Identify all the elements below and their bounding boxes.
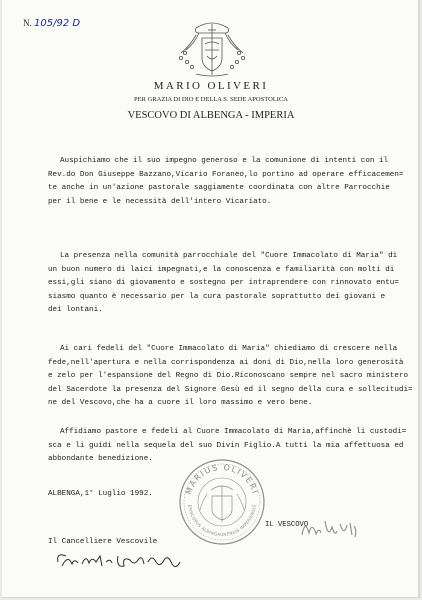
paragraph-line: Affidiamo pastore e fedeli al Cuore Immacolato di Maria,affinchè li custodi=: [60, 428, 407, 436]
paragraph-line: te anche in un'azione pastorale saggiamente coordinata con altre Parrocchie: [48, 184, 390, 193]
paragraph-line: ne del Vescovo,che ha a cuore il loro massimo e vero bene.: [48, 399, 313, 408]
paragraph-line: essi,gli siano di giovamento e sostegno per intraprendere con rinnovato entu=: [48, 279, 399, 288]
seal-top-text: MARIUS OLIVERI: [183, 462, 261, 496]
diocese-title: VESCOVO DI ALBENGA - IMPERIA: [127, 110, 295, 121]
bishop-signature: [299, 515, 359, 545]
paragraph-line: e zelo per l'espansione del Regno di Dio.Riconoscano sempre nel sacro ministero: [48, 372, 409, 381]
paragraph-1: [48, 155, 403, 209]
protocol-number: [23, 18, 80, 29]
paragraph-line: dei lontani.: [48, 306, 103, 315]
paragraph-line: Ai cari fedeli del "Cuore Immacolato di Maria" chiediamo di crescere nella: [60, 345, 398, 353]
paragraph-line: abbondante benedizione.: [48, 455, 153, 464]
episcopal-seal-stamp: [178, 458, 266, 546]
place-and-date: ALBENGA,1° Luglio 1992.: [48, 490, 153, 498]
paragraph-line: La presenza nella comunità parrocchiale del "Cuore Immacolato di Maria" di: [60, 252, 398, 260]
protocol-value: 105/92 D: [34, 18, 81, 29]
episcopal-coat-of-arms: [172, 20, 252, 78]
protocol-label: N.: [23, 18, 32, 28]
paragraph-line: Auspichiamo che il suo impegno generoso e la comunione di intenti con il: [60, 157, 389, 165]
paragraph-line: per il bene e le necessità dell'intero Vicariato.: [48, 197, 272, 206]
paragraph-line: del Sacerdote la presenza del Signore Gesù ed il segno della cura e sollecitudi=: [48, 385, 413, 394]
chancellor-signature: [54, 548, 184, 574]
letter-page: [2, 0, 420, 598]
bishop-title: IL VESCOVO: [265, 521, 309, 529]
chancellor-title: Il Cancelliere Vescovile: [48, 538, 158, 546]
paragraph-3: [48, 343, 413, 411]
paragraph-line: sca e li guidi nella sequela del suo Divin Figlio.A tutti la mia affettuosa ed: [48, 441, 404, 450]
paragraph-2: [48, 250, 399, 318]
paragraph-line: Rev.do Don Giuseppe Bazzano,Vicario Foraneo,lo portino ad operare efficacemen=: [48, 170, 404, 179]
bishop-name: MARIO OLIVERI: [153, 80, 269, 92]
seal-bottom-text: EPISCOPUS ALBINGAUNENSIS IMPERIENSIS: [187, 504, 257, 538]
grace-line: PER GRAZIA DI DIO E DELLA S. SEDE APOSTOLICA: [134, 96, 288, 103]
paragraph-line: fede,nell'apertura e nella corrispondenza ai doni di Dio,nella loro generosità: [48, 358, 404, 367]
paragraph-line: siasmo quanto è necessario per la cura pastorale soprattutto dei giovani e: [48, 292, 386, 301]
paragraph-line: un buon numero di laici impegnati,e la conoscenza e familiarità con molti di: [48, 265, 395, 274]
